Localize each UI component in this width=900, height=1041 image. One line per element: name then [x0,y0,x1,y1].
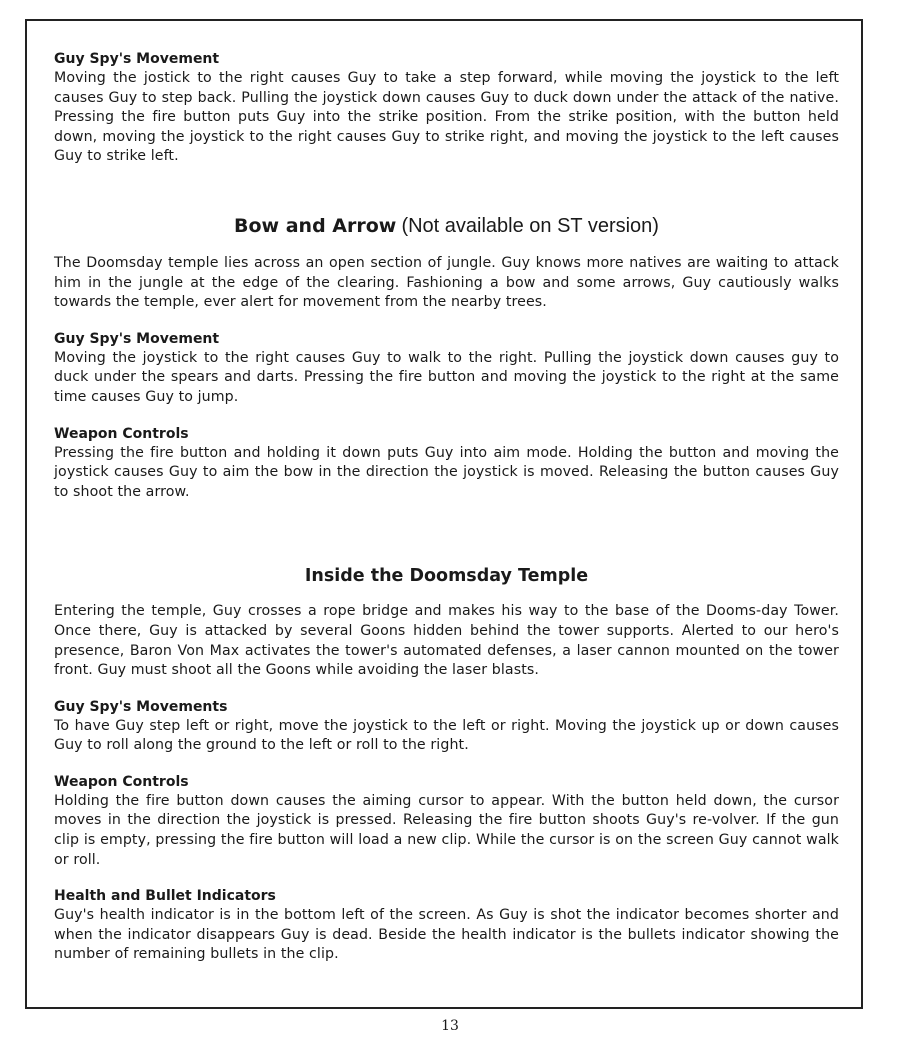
subheading-weapon-controls-temple: Weapon Controls [54,773,189,790]
paragraph-health-bullet-indicators: Guy's health indicator is in the bottom left of the screen. As Guy is shot the indicator becomes shorter and when the indicator disappears Guy is dead. Beside the health indicator is the bullets indicator showing the number of remaining bullets in the clip. [54,907,839,963]
spacer [54,167,839,213]
subheading-weapon-controls-bow: Weapon Controls [54,425,189,442]
spacer [54,870,839,887]
spacer [54,502,839,564]
section-doomsday-temple [54,564,839,965]
section-heading-doomsday-temple: Inside the Doomsday Temple [304,566,589,587]
spacer [54,756,839,773]
spacer [54,681,839,698]
page-border [25,19,863,1009]
paragraph-bow-intro: The Doomsday temple lies across an open section of jungle. Guy knows more natives are waiting to attack him in the jungle at the edge of the clearing. Fashioning a bow and some arrows, Guy cautiously walks towards the temple, ever alert for movement from the nearby trees. [54,254,839,311]
paragraph-temple-movements: To have Guy step left or right, move the joystick to the left or right. Moving the joystick up or down causes Guy to roll along the ground to the left or roll to the right. [54,717,839,754]
spacer [54,313,839,330]
section-heading-bow-and-arrow [54,213,839,240]
spacer [54,408,839,425]
paragraph-bow-movement: Moving the joystick to the right causes Guy to walk to the right. Pulling the joystick down causes guy to duck under the spears and darts. Pressing the fire button and moving the joystick to the right at the same time causes Guy to jump. [54,349,839,405]
page-number: 13 [441,1018,459,1034]
subheading-guy-spys-movement: Guy Spy's Movement [54,51,220,67]
page-content [54,50,839,965]
section-bow-and-arrow [54,213,839,502]
section-jungle-strike [54,50,839,167]
spacer [54,240,839,254]
paragraph-temple-intro: Entering the temple, Guy crosses a rope bridge and makes his way to the base of the Dooms-day Tower. Once there, Guy is attacked by several Goons hidden behind the tower supports. Alerted to our hero's presence, Baron Von Max activates the tower's automated defenses, a laser cannon mounted on the tower front. Guy must shoot all the Goons while avoiding the laser blasts. [54,603,839,679]
paragraph-temple-weapon-controls: Holding the fire button down causes the aiming cursor to appear. With the button held down, the cursor moves in the direction the joystick is pressed. Releasing the fire button shoots Guy's re-volver. If the gun clip is empty, pressing the fire button will load a new clip. While the cursor is on the screen Guy cannot walk or roll. [54,792,839,868]
spacer [54,588,839,602]
paragraph-bow-weapon-controls: Pressing the fire button and holding it down puts Guy into aim mode. Holding the button and moving the joystick causes Guy to aim the bow in the direction the joystick is moved. Releasing the button causes Guy to shoot the arrow. [54,444,839,500]
subheading-guy-spys-movements: Guy Spy's Movements [54,698,228,715]
paragraph-strike-movement: Moving the jostick to the right causes Guy to take a step forward, while moving the joystick to the left causes Guy to step back. Pulling the joystick down causes Guy to duck down under the attack of the native. Pressing the fire button puts Guy into the strike position. From the strike position, with the button held down, moving the joystick to the right causes Guy to strike right, and moving the joystick to the left causes Guy to strike left. [54,70,839,165]
subheading-health-and-bullet-indicators: Health and Bullet Indicators [54,888,276,905]
subheading-guy-spys-movement-bow: Guy Spy's Movement [54,330,220,347]
heading-note-not-available: (Not available on ST version) [401,214,659,237]
heading-bow-and-arrow: Bow and Arrow [234,214,397,237]
